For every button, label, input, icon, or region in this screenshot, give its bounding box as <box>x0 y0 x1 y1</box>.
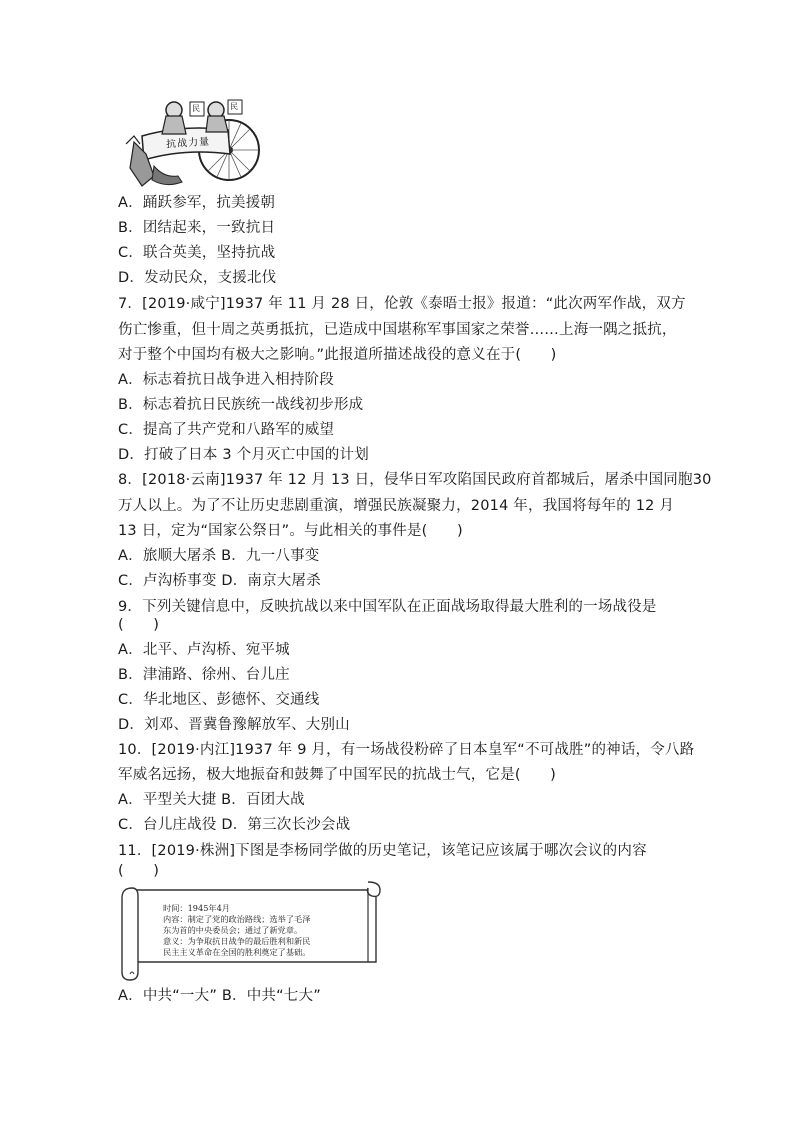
note-content-2: 东为首的中央委员会；通过了新党章。 <box>163 925 303 935</box>
q8-option-ab: A．旅顺大屠杀 B．九一八事变 <box>118 548 320 564</box>
note-significance-2: 民主主义革命在全国的胜利奠定了基础。 <box>163 947 311 957</box>
cartoon-sign-left: 民 <box>192 104 200 113</box>
q9-stem-line-1: 9．下列关键信息中，反映抗战以来中国军队在正面战场取得最大胜利的一场战役是 <box>118 599 657 615</box>
q7-stem-line-3: 对于整个中国均有极大之影响。”此报道所描述战役的意义在于( ) <box>118 347 557 363</box>
q9-option-c: C．华北地区、彭德怀、交通线 <box>118 692 320 708</box>
q6-option-c: C．联合英美，坚持抗战 <box>118 245 276 261</box>
note-significance-1: 意义：为争取抗日战争的最后胜利和新民 <box>163 936 311 946</box>
note-content-1: 内容：制定了党的政治路线；选举了毛泽 <box>163 914 311 924</box>
q9-stem-line-2: ( ) <box>118 617 160 633</box>
q11-stem-line-1: 11．[2019·株洲]下图是李杨同学做的历史笔记，该笔记应该属于哪次会议的内容 <box>118 843 647 859</box>
q10-option-ab: A．平型关大捷 B．百团大战 <box>118 792 305 808</box>
q10-stem-line-2: 军威名远扬，极大地振奋和鼓舞了中国军民的抗战士气，它是( ) <box>118 767 557 783</box>
q7-option-c: C．提高了共产党和八路军的威望 <box>118 422 335 438</box>
q7-option-d: D．打破了日本 3 个月灭亡中国的计划 <box>118 447 369 463</box>
q8-option-cd: C．卢沟桥事变 D．南京大屠杀 <box>118 573 321 589</box>
note-time: 时间：1945年4月 <box>163 903 230 913</box>
q8-stem-line-1: 8．[2018·云南]1937 年 12 月 13 日，侵华日军攻陷国民政府首都城后，屠杀中国同胞30 <box>118 472 712 488</box>
q10-stem-line-1: 10．[2019·内江]1937 年 9 月，有一场战役粉碎了日本皇军“不可战胜”的神话，令八路 <box>118 742 695 758</box>
q9-option-d: D．刘邓、晋冀鲁豫解放军、大别山 <box>118 717 350 733</box>
q8-stem-line-3: 13 日，定为“国家公祭日”。与此相关的事件是( ) <box>118 523 463 539</box>
q6-option-d: D．发动民众，支援北伐 <box>118 270 277 286</box>
q6-option-a: A．踊跃参军，抗美援朝 <box>118 195 276 211</box>
q8-stem-line-2: 万人以上。为了不让历史悲剧重演，增强民族凝聚力，2014 年，我国将每年的 12 月 <box>118 498 675 514</box>
q6-option-b: B．团结起来，一致抗日 <box>118 220 276 236</box>
q7-stem-line-1: 7．[2019·咸宁]1937 年 11 月 28 日，伦敦《泰晤士报》报道：“此次两军作战，双方 <box>118 296 686 312</box>
q7-option-b: B．标志着抗日民族统一战线初步形成 <box>118 397 364 413</box>
q7-stem-line-2: 伤亡惨重，但十周之英勇抵抗，已造成中国堪称军事国家之荣誉……上海一隅之抵抗， <box>118 322 677 338</box>
q10-option-cd: C．台儿庄战役 D．第三次长沙会战 <box>118 817 351 833</box>
q9-option-b: B．津浦路、徐州、台儿庄 <box>118 667 290 683</box>
cartoon-sign-right: 民 <box>230 102 238 111</box>
q9-option-a: A．北平、卢沟桥、宛平城 <box>118 642 290 658</box>
q11-option-ab: A．中共“一大” B．中共“七大” <box>118 988 321 1004</box>
cartoon-banner-label: 抗战力量 <box>165 136 211 151</box>
q7-option-a: A．标志着抗日战争进入相持阶段 <box>118 372 334 388</box>
q11-stem-line-2: ( ) <box>118 863 160 879</box>
